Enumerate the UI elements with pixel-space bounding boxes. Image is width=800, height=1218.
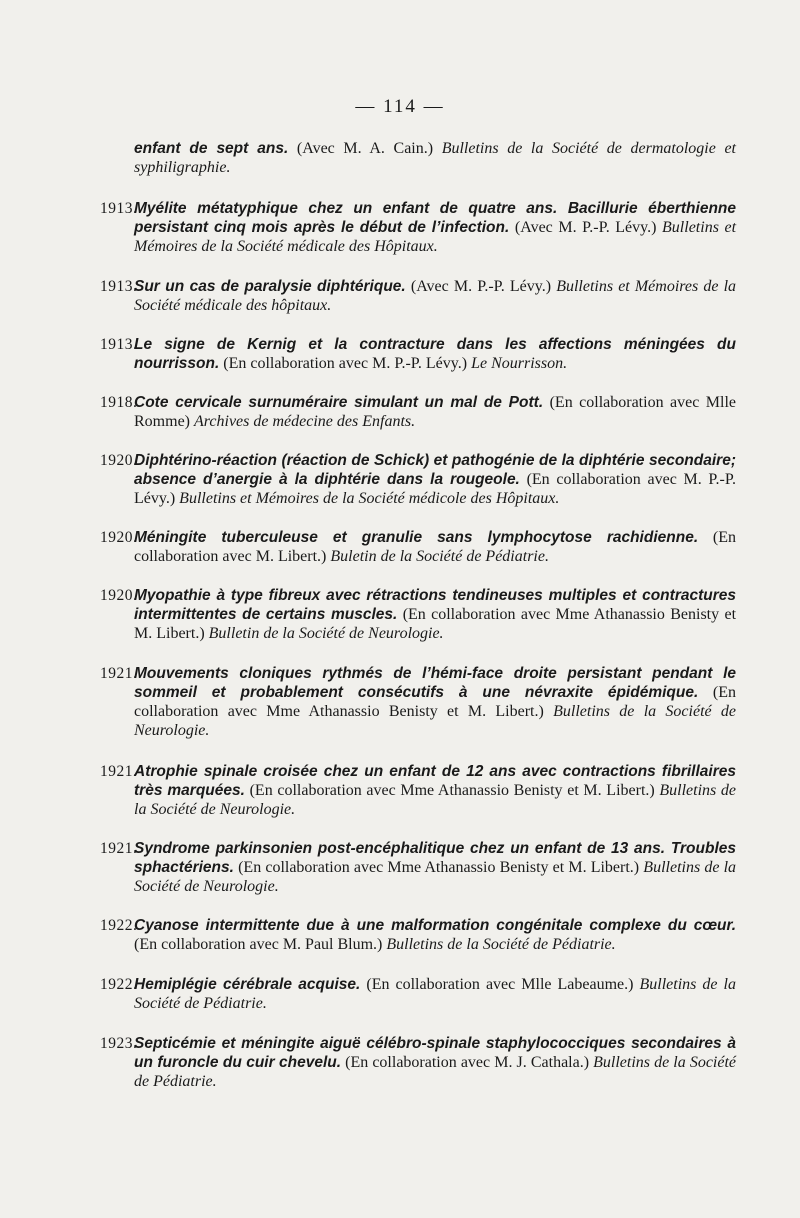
- entry-text: [134, 393, 736, 431]
- entry-title: Diphtérino-réaction (réaction de Schick) et pathogénie de la diphtérie secondaire; absence d’anergie à la diphtérie dans la rougeole.: [134, 452, 736, 488]
- publication-entry: [100, 277, 736, 315]
- entry-journal: Bulletins et Mémoires de la Société médicole des Hôpitaux.: [179, 490, 560, 507]
- entry-year: 1920.: [100, 529, 138, 546]
- entry-title: Hemiplégie cérébrale acquise.: [134, 976, 361, 993]
- entry-journal: Archives de médecine des Enfants.: [194, 413, 416, 430]
- entry-journal: Bulletins et Mémoires de la Société médicale des hôpitaux.: [134, 278, 737, 314]
- entry-title: Le signe de Kernig et la contracture dans les affections méningées du nourrisson.: [134, 336, 736, 372]
- entry-collaboration: (En collaboration avec Mlle Labeaume.): [366, 976, 634, 993]
- entry-collaboration: (Avec M. A. Cain.): [296, 140, 434, 157]
- entry-year: 1921.: [100, 665, 138, 682]
- publication-entry: [100, 335, 736, 373]
- entry-text: [134, 1034, 736, 1091]
- publication-entry: [100, 762, 736, 819]
- entry-collaboration: (En collaboration avec Mme Athanassio Benisty et M. Libert.): [238, 859, 640, 876]
- entry-collaboration: (En collaboration avec Mme Athanassio Benisty et M. Libert.): [249, 782, 655, 799]
- entry-collaboration: (En collaboration avec Mlle Romme): [134, 394, 737, 430]
- entry-text: [134, 528, 736, 566]
- entry-journal: Bulletins et Mémoires de la Société médicale des Hôpitaux.: [134, 219, 737, 255]
- entry-journal: Bulletins de la Société de Pédiatrie.: [386, 936, 616, 953]
- entry-year: 1922.: [100, 917, 138, 934]
- entry-text: [134, 975, 736, 1013]
- entry-year: 1922.: [100, 976, 138, 993]
- entry-journal: Bulletin de la Société de Neurologie.: [208, 625, 444, 642]
- entry-year: 1913.: [100, 336, 138, 353]
- entry-text: [134, 277, 736, 315]
- entry-collaboration: (En collaboration avec Mme Athanassio Benisty et M. Libert.): [134, 606, 737, 642]
- entry-journal: Buletin de la Société de Pédiatrie.: [330, 548, 549, 565]
- entry-title: Atrophie spinale croisée chez un enfant de 12 ans avec contractions fibrillaires très marquées.: [134, 763, 736, 799]
- entry-title: Mouvements cloniques rythmés de l’hémi-face droite persistant pendant le sommeil et probablement consécutifs à une névraxite épidémique.: [134, 665, 736, 701]
- page-number: — 114 —: [355, 96, 445, 117]
- entry-journal: Bulletins de la Société de dermatologie et syphiligraphie.: [134, 140, 737, 176]
- publication-entry: [100, 586, 736, 643]
- entry-year: 1920.: [100, 452, 138, 469]
- entry-year: 1913.: [100, 278, 138, 295]
- entry-text: [134, 451, 736, 508]
- entry-collaboration: (En collaboration avec M. P.-P. Lévy.): [134, 471, 737, 507]
- entry-title: Sur un cas de paralysie diphtérique.: [134, 278, 406, 295]
- entry-journal: Bulletins de la Société de Pédiatrie.: [134, 1054, 737, 1090]
- publication-entry: [100, 139, 736, 177]
- entry-journal: Bulletins de la Société de Pédiatrie.: [134, 976, 737, 1012]
- entry-year: 1921.: [100, 763, 138, 780]
- entry-title: Septicémie et méningite aiguë célébro-spinale staphylococciques secondaires à un furoncle du cuir chevelu.: [134, 1035, 736, 1071]
- entry-year: 1921.: [100, 840, 138, 857]
- entry-title: Myélite métatyphique chez un enfant de quatre ans. Bacillurie éberthienne persistant cinq mois après le début de l’infection.: [134, 200, 736, 236]
- entry-title: Syndrome parkinsonien post-encéphalitique chez un enfant de 13 ans. Troubles sphactériens.: [134, 840, 736, 876]
- entry-title: Méningite tuberculeuse et granulie sans lymphocytose rachidienne.: [134, 529, 699, 546]
- entry-collaboration: (En collaboration avec M. J. Cathala.): [345, 1054, 590, 1071]
- entry-text: [134, 916, 736, 954]
- entry-collaboration: (Avec M. P.-P. Lévy.): [514, 219, 657, 236]
- entry-year: 1923.: [100, 1035, 138, 1052]
- publication-entry: [100, 393, 736, 431]
- entry-year: 1913.: [100, 200, 138, 217]
- entry-journal: Le Nourrisson.: [471, 355, 568, 372]
- entry-text: [134, 762, 736, 819]
- entry-title: Myopathie à type fibreux avec rétractions tendineuses multiples et contractures intermittentes de certains muscles.: [134, 587, 736, 623]
- publication-entry: [100, 1034, 736, 1091]
- publication-entry: [100, 528, 736, 566]
- entry-collaboration: (En collaboration avec Mme Athanassio Benisty et M. Libert.): [134, 684, 737, 720]
- publication-entry: [100, 839, 736, 896]
- entry-year: 1920.: [100, 587, 138, 604]
- entry-collaboration: (En collaboration avec M. Paul Blum.): [134, 936, 383, 953]
- entry-text: [134, 839, 736, 896]
- entry-collaboration: (Avec M. P.-P. Lévy.): [410, 278, 552, 295]
- entry-text: [134, 335, 736, 373]
- entry-text: [134, 199, 736, 256]
- entry-collaboration: (En collaboration avec M. Libert.): [134, 529, 737, 565]
- publication-entry: [100, 451, 736, 508]
- publication-entry: [100, 199, 736, 256]
- entry-collaboration: (En collaboration avec M. P.-P. Lévy.): [223, 355, 468, 372]
- entry-journal: Bulletins de la Société de Neurologie.: [134, 782, 737, 818]
- publication-entry: [100, 975, 736, 1013]
- publication-entry: [100, 664, 736, 740]
- entry-year: 1918.: [100, 394, 138, 411]
- entry-text: [134, 139, 736, 177]
- entry-text: [134, 664, 736, 740]
- entry-title: enfant de sept ans.: [134, 140, 289, 157]
- entry-title: Cote cervicale surnuméraire simulant un mal de Pott.: [134, 394, 544, 411]
- entry-journal: Bulletins de la Société de Neurologie.: [134, 859, 737, 895]
- publication-entry: [100, 916, 736, 954]
- entry-title: Cyanose intermittente due à une malformation congénitale complexe du cœur.: [134, 917, 736, 934]
- entry-journal: Bulletins de la Société de Neurologie.: [134, 703, 737, 739]
- entry-text: [134, 586, 736, 643]
